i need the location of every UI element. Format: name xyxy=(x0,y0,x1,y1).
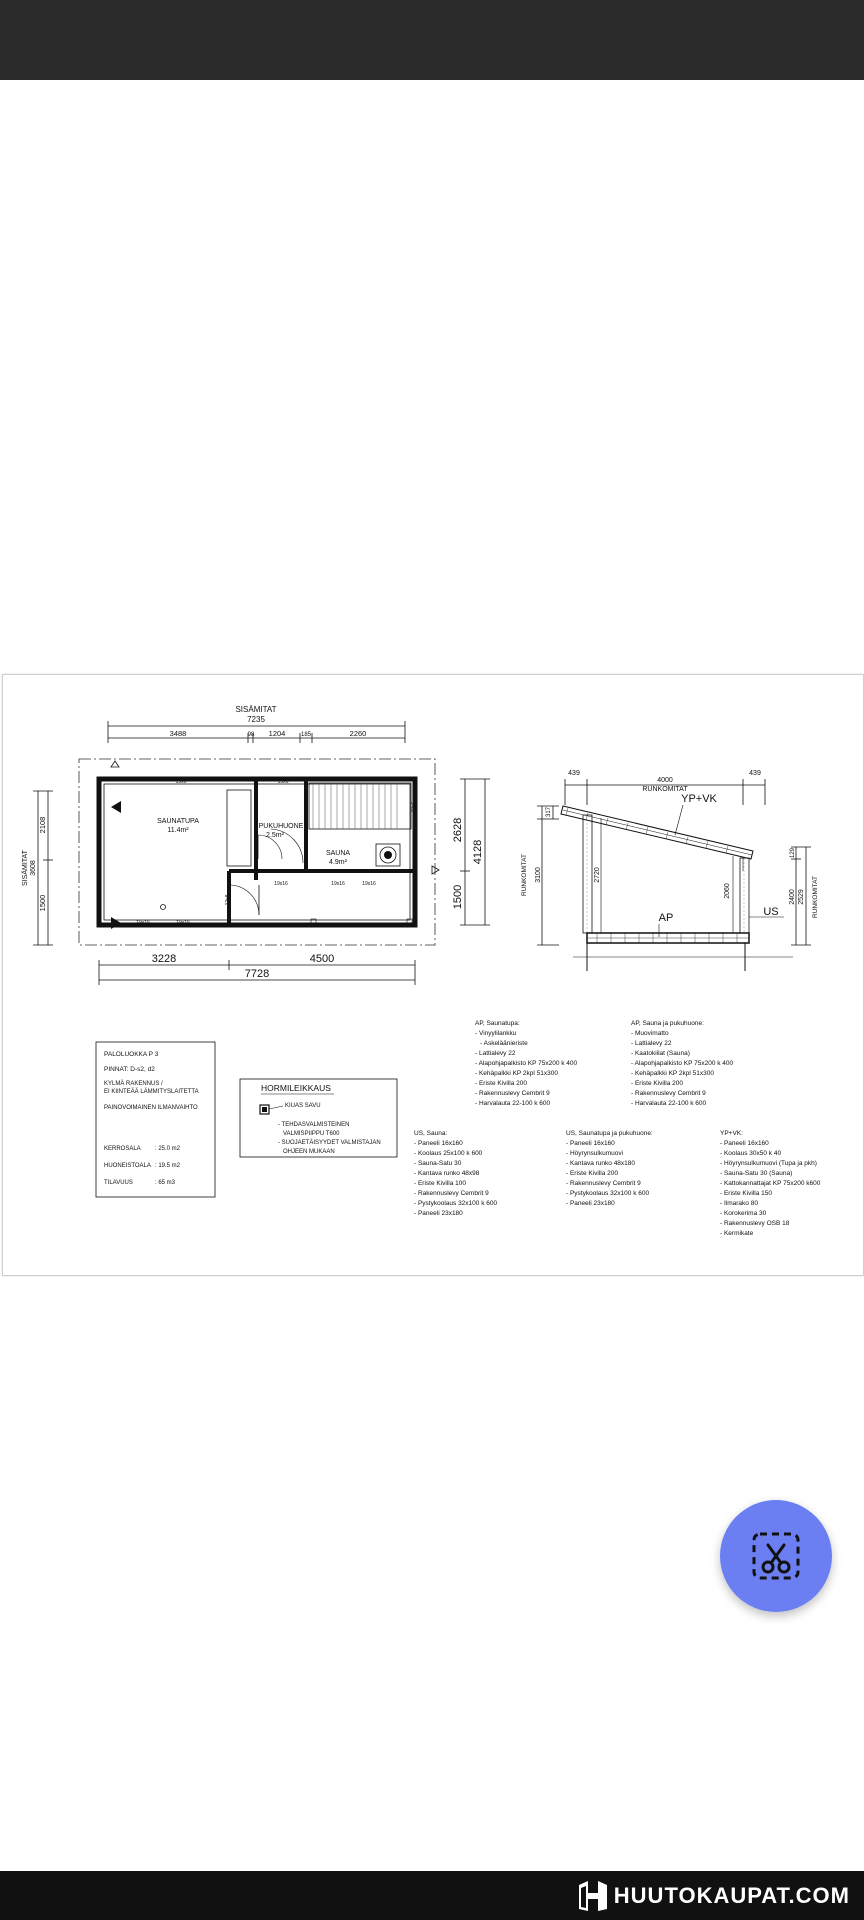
left-dim-seg-1: 2108 xyxy=(38,816,47,834)
spec-item: - Rakennuslevy Cembrit 9 xyxy=(566,1180,641,1187)
brand-link[interactable] xyxy=(576,1879,850,1913)
spec-item: - Koolaus 25x100 k 600 xyxy=(414,1150,483,1157)
window-label: 19x6 xyxy=(411,801,417,813)
top-dim-seg-5: 2260 xyxy=(349,729,367,738)
section-overhang-left: 439 xyxy=(568,770,580,777)
floor-plan-drawing[interactable] xyxy=(2,674,864,1276)
spec-title: AP, Sauna ja pukuhuone: xyxy=(631,1020,704,1027)
section-h-right: 2529 xyxy=(798,889,805,905)
section-ap: AP xyxy=(658,912,674,924)
section-h-left-small: 317 xyxy=(546,806,552,818)
section-overhang-right: 439 xyxy=(749,770,761,777)
room-sauna-name: SAUNA xyxy=(325,850,351,857)
spec-item: - Kehäpalkki KP 2kpl 51x300 xyxy=(631,1070,714,1077)
spec-item: - Harvalauta 22-100 k 600 xyxy=(631,1100,707,1107)
right-dim-seg-1: 2628 xyxy=(452,817,464,843)
window-label: 19x16 xyxy=(331,881,345,887)
hormi-title: HORMILEIKKAUS xyxy=(261,1083,331,1093)
spec-item: - Pystykoolaus 32x100 k 600 xyxy=(414,1200,498,1207)
room-saunatupa-area: 11.4m² xyxy=(167,827,189,834)
section-us: US xyxy=(763,906,779,918)
info-line: PAINOVOIMAINEN ILMANVAIHTO xyxy=(104,1105,198,1111)
window-label: 19x6 xyxy=(277,779,289,785)
spec-item: - Koolaus 30x50 k 40 xyxy=(720,1150,782,1157)
section-runkomitat: RUNKOMITAT xyxy=(642,786,688,793)
spec-item: - Kattokannattajat KP 75x200 k600 xyxy=(720,1180,821,1187)
brand-name: HUUTOKAUPAT.COM xyxy=(613,1883,850,1908)
spec-item: - Ilmarako 80 xyxy=(720,1200,758,1207)
info-stat-label: TILAVUUS xyxy=(104,1180,133,1186)
left-dim-seg-2: 1500 xyxy=(38,894,47,912)
hormi-legend: KIUAS SAVU xyxy=(285,1103,321,1109)
top-dim-seg-3: 1204 xyxy=(268,729,286,738)
screenshot-scissors-icon xyxy=(751,1531,801,1581)
spec-title: AP, Saunatupa: xyxy=(475,1020,520,1027)
spec-item: - Kehäpalkki KP 2kpl 51x300 xyxy=(475,1070,558,1077)
info-stat-label: HUONEISTOALA xyxy=(104,1163,151,1169)
section-side-label-left: RUNKOMITAT xyxy=(521,853,528,897)
info-line: PALOLUOKKA P 3 xyxy=(104,1051,159,1058)
hormi-note: - TEHDASVALMISTEINEN xyxy=(278,1122,350,1128)
info-stat-value: : 65 m3 xyxy=(155,1180,176,1186)
spec-title: US, Saunatupa ja pukuhuone: xyxy=(566,1130,653,1137)
section-h-inner-left: 2720 xyxy=(594,867,601,883)
right-dims-total: 4128 xyxy=(472,839,484,865)
spec-item: - Höyrynsulkumuovi xyxy=(566,1150,624,1157)
info-stat-label: KERROSALA xyxy=(104,1146,141,1152)
spec-item: - Muovimatto xyxy=(631,1030,669,1037)
bottom-dim-seg-1: 3228 xyxy=(151,953,177,965)
spec-item: - Alapohjapalkisto KP 75x200 k 400 xyxy=(631,1060,734,1067)
window-label: 19x16 xyxy=(176,920,190,926)
spec-item: - Eriste Kivilla 100 xyxy=(414,1180,467,1187)
top-dims-total: 7235 xyxy=(247,715,265,724)
spec-item: - Paneeli 23x180 xyxy=(566,1200,615,1207)
window-label: 19x16 xyxy=(362,881,376,887)
spec-item: - Kantava runko 48x98 xyxy=(414,1170,480,1177)
hormi-note: OHJEEN MUKAAN xyxy=(283,1149,335,1155)
spec-item: - Kermikate xyxy=(720,1230,754,1237)
spec-item: - Lattialevy 22 xyxy=(475,1050,516,1057)
spec-item: - Paneeli 16x160 xyxy=(414,1140,463,1147)
spec-title: YP+VK: xyxy=(720,1130,743,1137)
section-h-left: 3100 xyxy=(535,867,542,883)
bottom-dim-seg-2: 4500 xyxy=(309,953,335,965)
top-dims-title: SISÄMITAT xyxy=(235,705,277,714)
left-dims-title: SISÄMITAT xyxy=(22,850,29,886)
bottom-dims-total: 7728 xyxy=(244,968,270,980)
info-stat-value: : 25.0 m2 xyxy=(155,1146,181,1152)
spec-item: - Eriste Kivilla 200 xyxy=(566,1170,619,1177)
top-dim-seg-4: 185 xyxy=(300,732,312,738)
spec-item: - Askeläänieriste xyxy=(480,1040,528,1047)
window-label: 12x8 xyxy=(225,894,231,906)
top-dim-seg-1: 3488 xyxy=(169,729,187,738)
spec-item: - Rakennuslevy Cembrit 9 xyxy=(475,1090,550,1097)
spec-title: US, Sauna: xyxy=(414,1130,448,1137)
info-line: EI KIINTEÄÄ LÄMMITYSLAITETTA xyxy=(104,1089,199,1095)
section-side-label-right: RUNKOMITAT xyxy=(812,875,819,919)
room-saunatupa-name: SAUNATUPA xyxy=(157,818,199,825)
floor-plan-svg xyxy=(3,675,863,1275)
section-yp-vk: YP+VK xyxy=(681,793,717,805)
spec-item: - Kaatokiilat (Sauna) xyxy=(631,1050,690,1057)
section-h-inner-right: 2060 xyxy=(724,883,731,899)
huutokaupat-logo-icon xyxy=(576,1879,610,1913)
spec-item: - Alapohjapalkisto KP 75x200 k 400 xyxy=(475,1060,578,1067)
spec-item: - Eriste Kivilla 200 xyxy=(475,1080,528,1087)
spec-item: - Rakennuslevy Cembrit 9 xyxy=(631,1090,706,1097)
window-label: 19x16 xyxy=(136,920,150,926)
right-dim-seg-2: 1500 xyxy=(452,884,464,910)
hormi-note: VALMISPIIPPU T600 xyxy=(283,1131,340,1137)
spec-item: - Kantava runko 48x180 xyxy=(566,1160,636,1167)
top-dim-seg-2: 98 xyxy=(247,732,255,738)
spec-item: - Sauna-Satu 30 (Sauna) xyxy=(720,1170,793,1177)
left-dims-total: 3608 xyxy=(30,860,37,876)
room-pukuhuone-name: PUKUHUONE xyxy=(258,823,304,830)
spec-item: - Paneeli 16x160 xyxy=(720,1140,769,1147)
hormi-note: - SUOJAETÄISYYDET VALMISTAJAN xyxy=(278,1140,381,1146)
window-label: 19x16 xyxy=(274,881,288,887)
spec-item: - Pystykoolaus 32x100 k 600 xyxy=(566,1190,650,1197)
spec-item: - Höyrynsulkumuovi (Tupa ja pkh) xyxy=(720,1160,817,1167)
spec-item: - Rakennuslevy Cembrit 9 xyxy=(414,1190,489,1197)
spec-item: - Korokerima 30 xyxy=(720,1210,767,1217)
section-h-right2: 2400 xyxy=(789,889,796,905)
room-pukuhuone-area: 2.5m² xyxy=(266,832,284,839)
info-line: KYLMÄ RAKENNUS / xyxy=(104,1081,163,1087)
section-top-width: 4000 xyxy=(657,777,673,784)
spec-item: - Sauna-Satu 30 xyxy=(414,1160,462,1167)
screenshot-crop-button[interactable] xyxy=(720,1500,832,1612)
spec-item: - Eriste Kivilla 200 xyxy=(631,1080,684,1087)
spec-item: - Vinyylilankku xyxy=(475,1030,517,1037)
top-status-bar xyxy=(0,0,864,80)
room-sauna-area: 4.9m² xyxy=(329,859,347,866)
spec-item: - Paneeli 23x180 xyxy=(414,1210,463,1217)
info-line: PINNAT: D-s2, d2 xyxy=(104,1066,155,1073)
spec-item: - Rakennuslevy OSB 18 xyxy=(720,1220,790,1227)
info-stat-value: : 19.5 m2 xyxy=(155,1163,181,1169)
spec-item: - Lattialevy 22 xyxy=(631,1040,672,1047)
bottom-brand-bar xyxy=(0,1871,864,1920)
section-h-right-small: 129 xyxy=(790,847,796,859)
spec-item: - Harvalauta 22-100 k 600 xyxy=(475,1100,551,1107)
spec-item: - Paneeli 16x160 xyxy=(566,1140,615,1147)
window-label: 19x6 xyxy=(175,779,187,785)
spec-item: - Eriste Kivilla 150 xyxy=(720,1190,773,1197)
